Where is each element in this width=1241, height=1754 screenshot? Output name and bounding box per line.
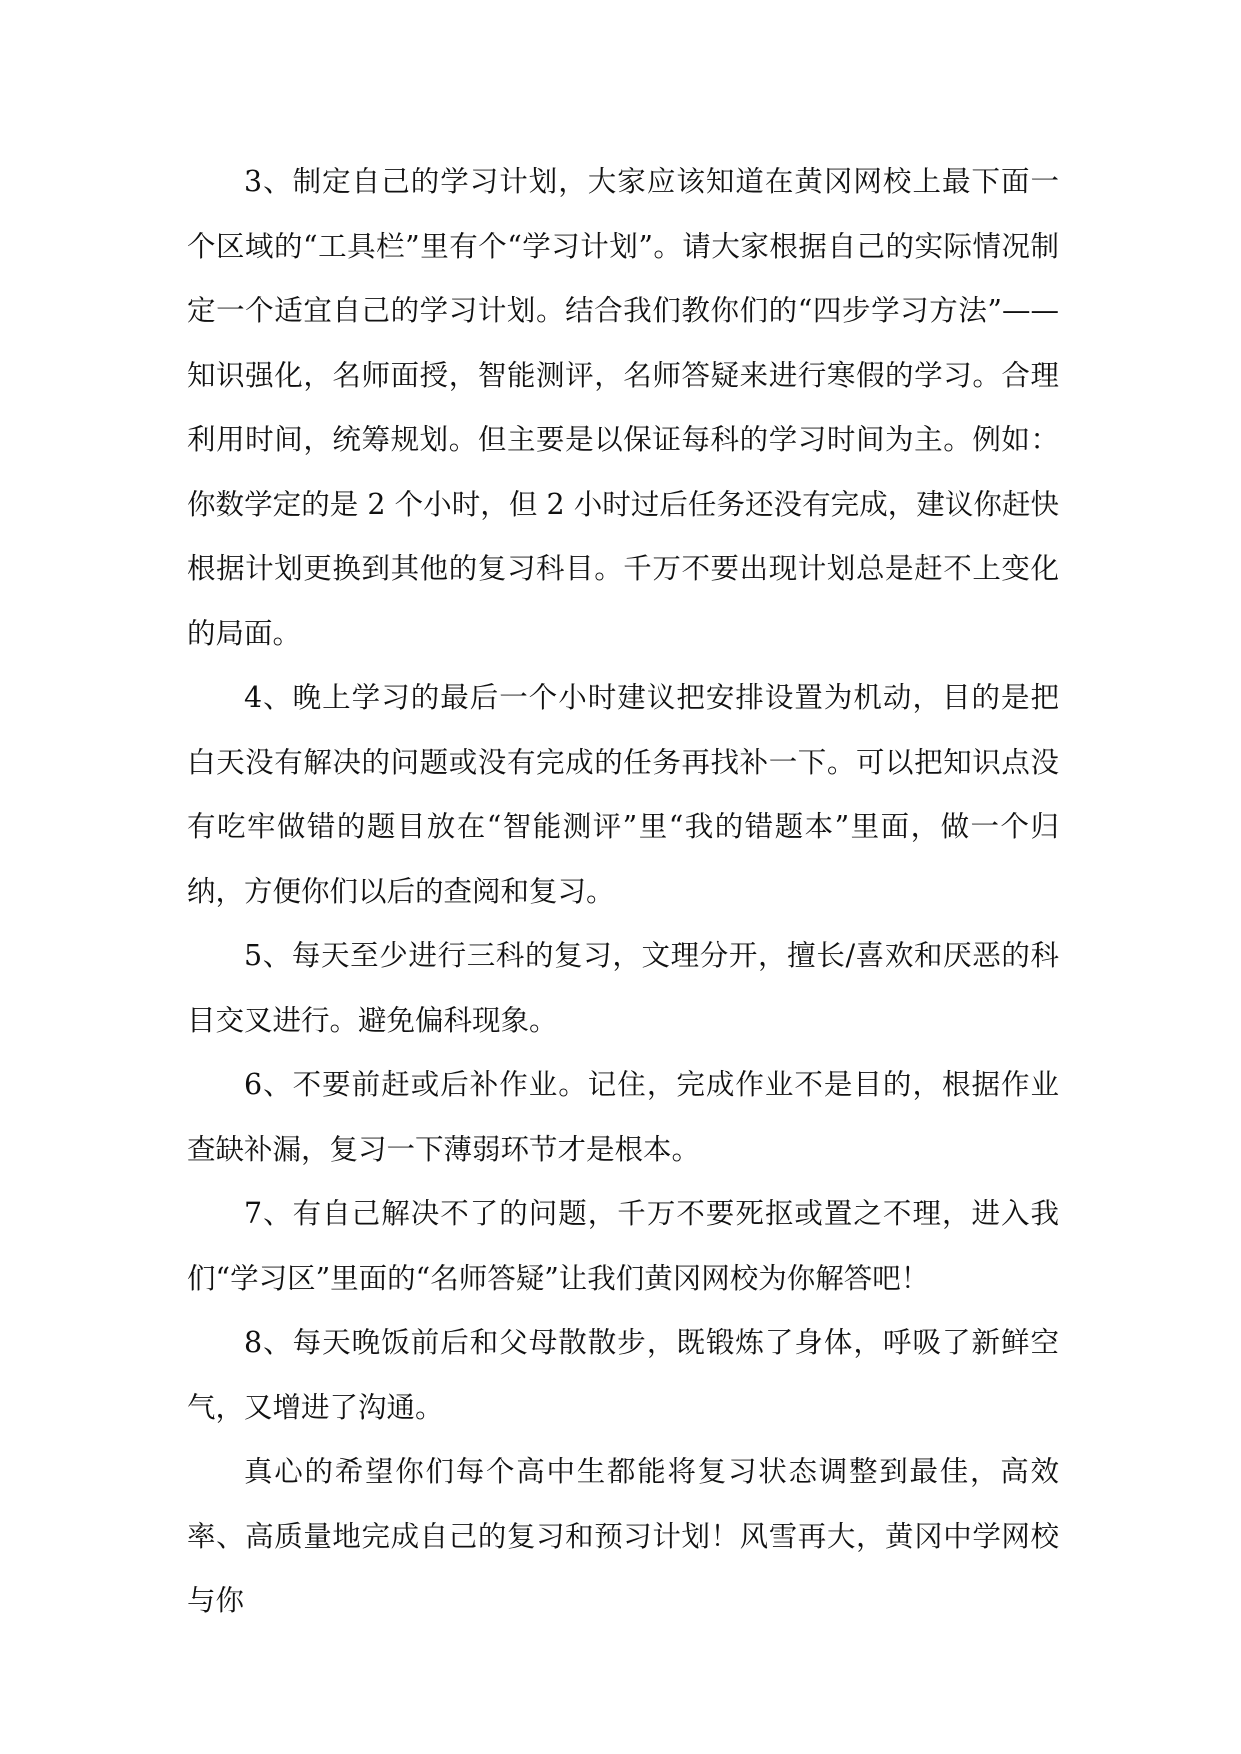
paragraph-questions: 7、有自己解决不了的问题，千万不要死抠或置之不理，进入我们“学习区”里面的“名师答疑”让我们黄冈网校为你解答吧！: [187, 1197, 1059, 1295]
paragraph-walk: 8、每天晚饭前后和父母散散步，既锻炼了身体，呼吸了新鲜空气，又增进了沟通。: [187, 1326, 1059, 1424]
paragraph-study-plan: 3、制定自己的学习计划，大家应该知道在黄冈网校上最下面一个区域的“工具栏”里有个“学习计划”。请大家根据自己的实际情况制定一个适宜自己的学习计划。结合我们教你们的“四步学习方法”——知识强化，名师面授，智能测评，名师答疑来进行寒假的学习。合理利用时间，统筹规划。但主要是以保证每科的学习时间为主。例如：你数学定的是 2 个小时，但 2 小时过后任务还没有完成，建议你赶快根据计划更换到其他的复习科目。千万不要出现计划总是赶不上变化的局面。: [187, 165, 1059, 650]
document-body: [187, 150, 1059, 1634]
paragraph-evening-study: 4、晚上学习的最后一个小时建议把安排设置为机动，目的是把白天没有解决的问题或没有完成的任务再找补一下。可以把知识点没有吃牢做错的题目放在“智能测评”里“我的错题本”里面，做一个归纳，方便你们以后的查阅和复习。: [187, 681, 1059, 908]
paragraph-closing: 真心的希望你们每个高中生都能将复习状态调整到最佳，高效率、高质量地完成自己的复习和预习计划！风雪再大，黄冈中学网校与你: [187, 1455, 1059, 1617]
paragraph-homework: 6、不要前赶或后补作业。记住，完成作业不是目的，根据作业查缺补漏，复习一下薄弱环节才是根本。: [187, 1068, 1059, 1166]
paragraph-daily-subjects: 5、每天至少进行三科的复习，文理分开，擅长/喜欢和厌恶的科目交叉进行。避免偏科现象。: [187, 939, 1059, 1037]
